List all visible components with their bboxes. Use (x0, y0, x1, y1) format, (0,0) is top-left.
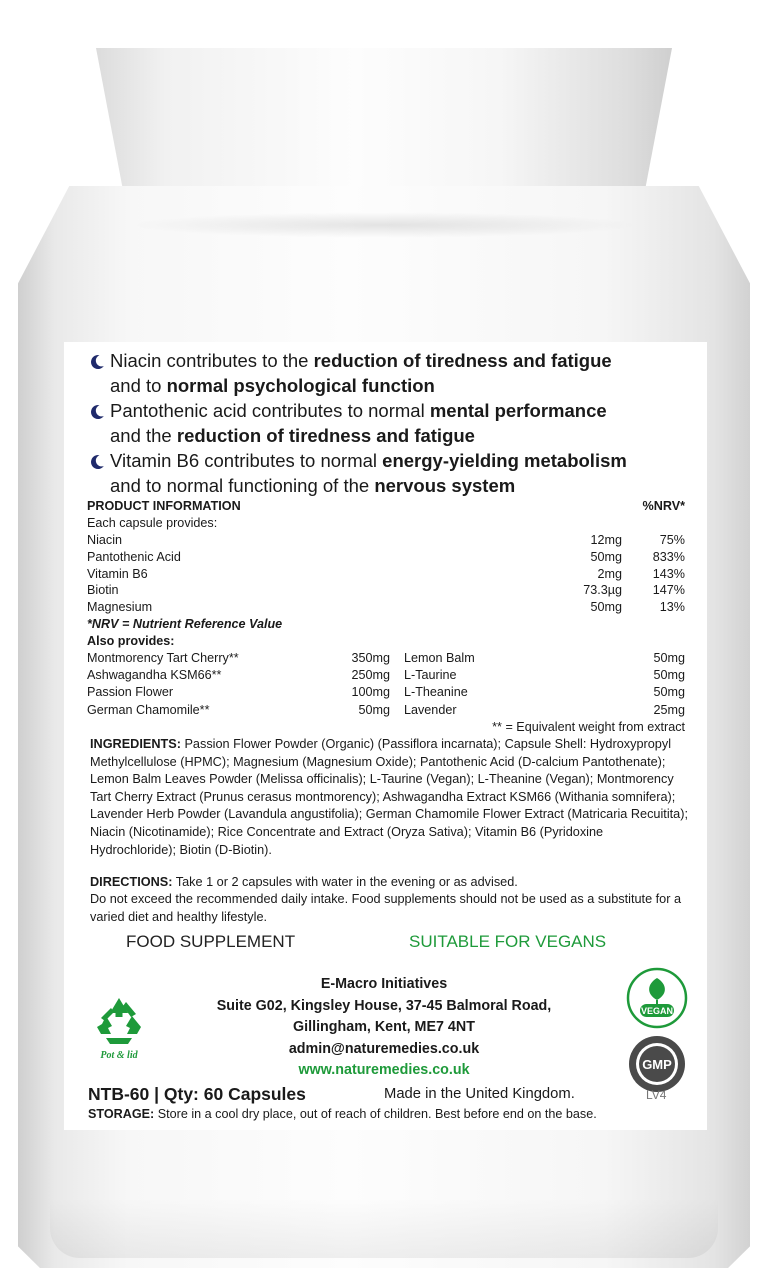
claim-vitamin-b6 (88, 448, 698, 498)
nutrient-name: Vitamin B6 (87, 566, 148, 581)
also-amount: 350mg (351, 651, 390, 666)
nrv-heading: %NRV* (642, 499, 685, 513)
pi-header-row (87, 498, 687, 515)
also-name: Lemon Balm (404, 651, 475, 666)
claim-bold: energy-yielding metabolism (382, 450, 627, 471)
storage (88, 1106, 698, 1122)
also-row (87, 684, 687, 701)
moon-icon (89, 404, 105, 420)
pi-heading: PRODUCT INFORMATION (87, 499, 241, 513)
nutrient-nrv: 13% (659, 600, 685, 615)
also-row (87, 667, 687, 684)
health-claims (88, 348, 698, 498)
extract-note: ** = Equivalent weight from extract (492, 719, 685, 734)
claim-text: Vitamin B6 contributes to normal (110, 450, 383, 471)
nutrient-nrv: 147% (652, 583, 685, 598)
gmp-badge-text: GMP (642, 1057, 672, 1072)
company-address (172, 974, 596, 1082)
vegan-badge-text: VEGAN (640, 1006, 674, 1016)
made-in: Made in the United Kingdom. (384, 1086, 575, 1102)
nutrient-amount: 50mg (590, 600, 622, 615)
suitable-for-vegans-label: SUITABLE FOR VEGANS (409, 932, 607, 951)
directions-label: DIRECTIONS: (90, 875, 173, 889)
also-name: Ashwagandha KSM66** (87, 668, 222, 683)
address-line2: Gillingham, Kent, ME7 4NT (293, 1019, 475, 1036)
also-name: Passion Flower (87, 685, 174, 700)
gmp-badge-icon (628, 1035, 686, 1093)
claim-bold: nervous system (374, 475, 516, 496)
nutrient-amount: 50mg (590, 549, 622, 564)
storage-label: STORAGE: (88, 1107, 155, 1121)
product-label (64, 342, 707, 1130)
also-heading-text: Also provides: (87, 634, 175, 649)
nutrient-nrv: 75% (659, 532, 685, 547)
also-provides-heading (87, 633, 687, 650)
nutrient-row (87, 532, 687, 549)
bottle-base (50, 1198, 718, 1258)
claim-bold: mental performance (429, 400, 607, 421)
moon-icon (89, 354, 105, 370)
directions-line2: Do not exceed the recommended daily intake. Food supplements should not be used as a substitute for a varied diet and healthy lifestyle. (90, 892, 682, 924)
company-email: admin@naturemedies.co.uk (288, 1040, 480, 1057)
vegan-badge-icon (626, 967, 688, 1029)
also-name: German Chamomile** (87, 702, 210, 717)
also-name: L-Taurine (404, 668, 457, 683)
nutrient-name: Pantothenic Acid (87, 549, 181, 564)
nutrient-row (87, 582, 687, 599)
nrv-note-text: *NRV = Nutrient Reference Value (87, 617, 283, 632)
claim-text: Pantothenic acid contributes to normal (110, 400, 430, 421)
also-row (87, 650, 687, 667)
recycle-label: Pot & lid (100, 1050, 138, 1061)
claim-text: Niacin contributes to the (110, 350, 314, 371)
food-supplement-label: FOOD SUPPLEMENT (126, 932, 296, 951)
cap-shadow (128, 212, 640, 238)
ingredients-text: Passion Flower Powder (Organic) (Passiflora incarnata); Capsule Shell: Hydroxypropyl Methylcellulose (HPMC); Magnesium (Magnesium Oxide); Pantothenic Acid (D-calcium Pantothenate); Lemon Balm Leaves Powder (Melissa officinalis); L-Taurine (Vegan); L-Theanine (Vegan); Montmorency Tart Cherry Extract (Prunus cerasus montmorency); Ashwagandha Extract KSM66 (Withania somnifera); Lavender Herb Powder (Lavandula angustifolia); German Chamomile Flower Extract (Matricaria Recuitita); Niacin (Nicotinamide); Rice Concentrate and Extract (Oryza Sativa); Vitamin B6 (Pyridoxine Hydrochloride); Biotin (D-Biotin). (90, 737, 688, 857)
nutrient-row (87, 549, 687, 566)
ingredients (90, 736, 690, 859)
pi-subheading-row (87, 515, 687, 532)
recycle-logo (90, 994, 148, 1068)
nutrient-name: Niacin (87, 532, 122, 547)
claim-text: and the (110, 425, 177, 446)
nutrient-amount: 73.3µg (583, 583, 622, 598)
claim-niacin (88, 348, 698, 398)
nutrient-amount: 2mg (597, 566, 622, 581)
address-line1: Suite G02, Kingsley House, 37-45 Balmoral Road, (216, 997, 552, 1014)
company-name: E-Macro Initiatives (320, 976, 448, 992)
recycle-icon (92, 994, 146, 1048)
claim-bold: reduction of tiredness and fatigue (176, 425, 475, 446)
nrv-note (87, 616, 687, 633)
claim-bold: normal psychological function (166, 375, 435, 396)
storage-text: Store in a cool dry place, out of reach of children. Best before end on the base. (154, 1107, 597, 1121)
label-version: LV4 (646, 1088, 667, 1102)
directions-line1: Take 1 or 2 capsules with water in the evening or as advised. (172, 875, 518, 889)
moon-icon (89, 454, 105, 470)
ingredients-label: INGREDIENTS: (90, 737, 181, 751)
pi-subheading: Each capsule provides: (87, 515, 218, 530)
also-name: Lavender (404, 702, 457, 717)
nutrient-nrv: 833% (652, 549, 685, 564)
claim-text: and to normal functioning of the (110, 475, 375, 496)
nutrient-name: Magnesium (87, 600, 153, 615)
also-amount: 50mg (653, 685, 685, 700)
company-website: www.naturemedies.co.uk (298, 1062, 470, 1079)
also-row (87, 702, 687, 719)
also-amount: 250mg (351, 668, 390, 683)
product-code: NTB-60 | Qty: 60 Capsules (88, 1084, 306, 1104)
claim-bold: reduction of tiredness and fatigue (313, 350, 612, 371)
product-information (87, 498, 687, 736)
also-amount: 25mg (653, 702, 685, 717)
directions (90, 874, 690, 926)
nutrient-row (87, 599, 687, 616)
also-amount: 50mg (653, 651, 685, 666)
nutrient-nrv: 143% (652, 566, 685, 581)
nutrient-amount: 12mg (590, 532, 622, 547)
claim-pantothenic (88, 398, 698, 448)
also-amount: 100mg (351, 685, 390, 700)
also-name: L-Theanine (404, 685, 468, 700)
claim-text: and to (110, 375, 167, 396)
also-amount: 50mg (653, 668, 685, 683)
also-name: Montmorency Tart Cherry** (87, 651, 239, 666)
nutrient-name: Biotin (87, 583, 119, 598)
nutrient-row (87, 566, 687, 583)
also-amount: 50mg (358, 702, 390, 717)
